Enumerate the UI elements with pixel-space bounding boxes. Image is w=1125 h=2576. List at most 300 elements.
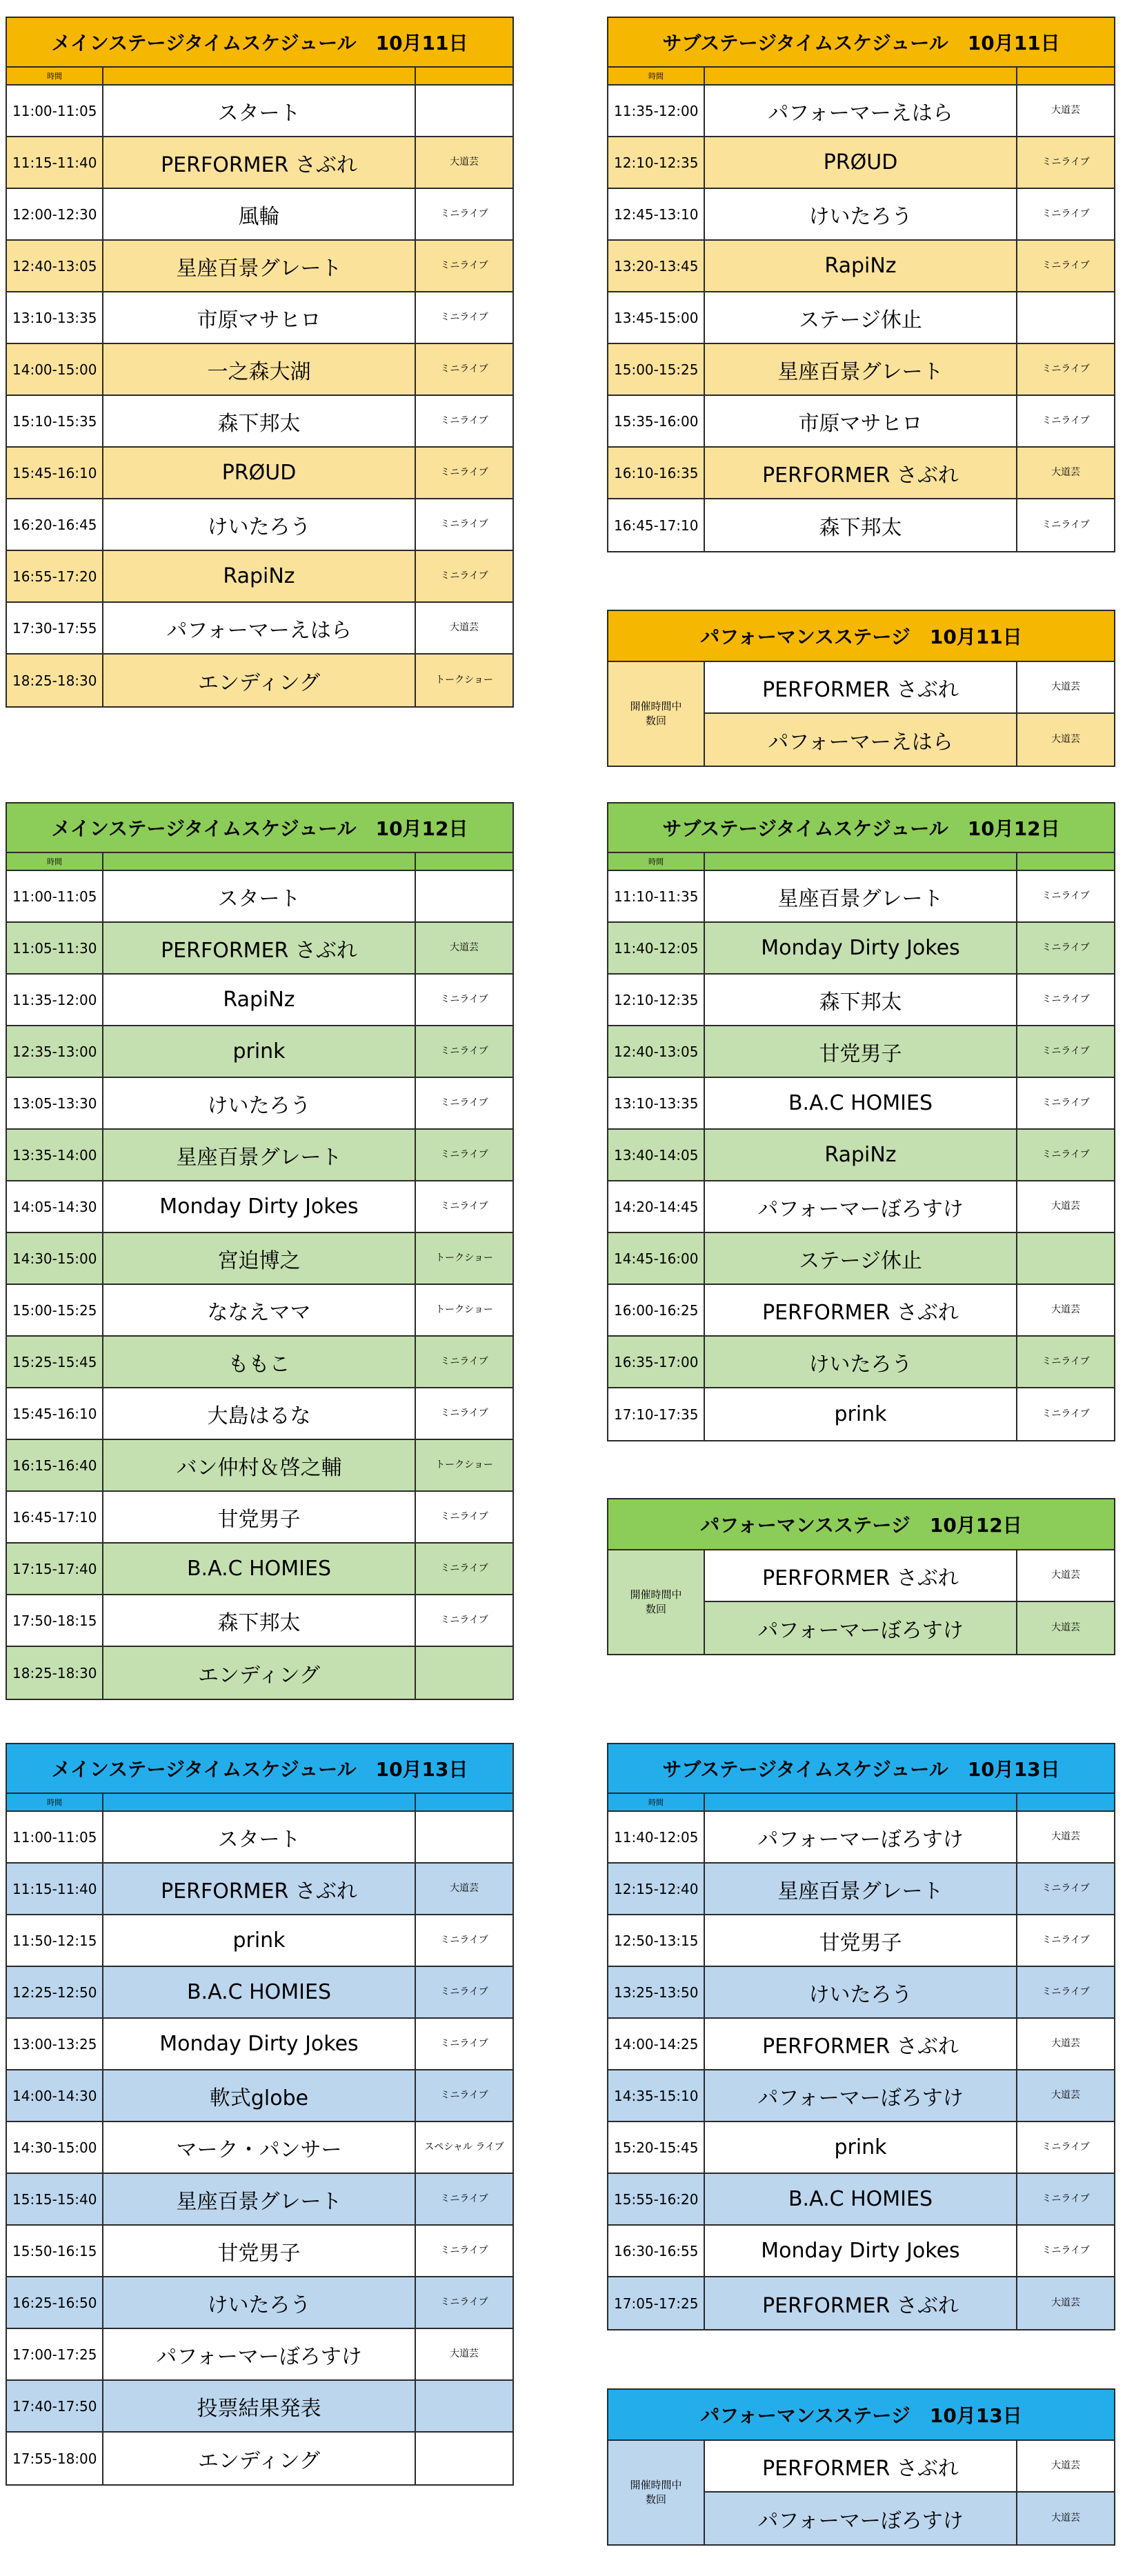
table-row	[608, 448, 1114, 499]
category-cell: ミニライブ	[1042, 415, 1090, 427]
performer-cell: PERFORMER さぶれ	[705, 448, 1017, 498]
table-row	[7, 2122, 512, 2174]
table-row	[7, 1647, 512, 1699]
table-row	[608, 2019, 1114, 2070]
performer-cell: けいたろう	[705, 1337, 1017, 1387]
category-cell: ミニライブ	[1042, 890, 1090, 902]
schedule-rows	[608, 86, 1114, 551]
table-row	[705, 1602, 1114, 1654]
category-cell	[1017, 292, 1114, 343]
table-row	[608, 189, 1114, 241]
performance-stage-day1	[607, 610, 1115, 767]
category-cell	[416, 1647, 512, 1699]
table-row	[7, 241, 512, 292]
time-cell: 16:30-16:55	[608, 2226, 705, 2276]
time-cell: 13:20-13:45	[608, 241, 705, 291]
time-cell: 12:10-12:35	[608, 137, 705, 188]
performer-cell: パフォーマーえはら	[705, 86, 1017, 136]
time-cell: 16:15-16:40	[7, 1440, 103, 1490]
time-cell: 15:00-15:25	[7, 1285, 103, 1335]
time-cell: 12:50-13:15	[608, 1915, 705, 1966]
time-cell: 15:45-16:10	[7, 448, 103, 498]
performer-cell: PERFORMER さぶれ	[103, 137, 416, 188]
performer-cell: PERFORMER さぶれ	[705, 2441, 1017, 2491]
performer-cell: 宮迫博之	[103, 1233, 416, 1284]
category-cell	[416, 86, 512, 136]
category-cell: 大道芸	[1051, 681, 1080, 693]
perf-frequency-label	[608, 1550, 705, 1654]
time-cell: 13:40-14:05	[608, 1130, 705, 1180]
performer-cell: PERFORMER さぶれ	[705, 2277, 1017, 2329]
tag-header	[416, 1794, 512, 1810]
performer-cell: 風輪	[103, 189, 416, 239]
performer-cell: 市原マサヒロ	[103, 292, 416, 343]
category-cell: 大道芸	[1051, 467, 1080, 479]
table-row	[608, 2070, 1114, 2122]
category-cell: 大道芸	[1051, 2038, 1080, 2050]
performer-cell: マーク・パンサー	[103, 2122, 416, 2173]
performer-cell: B.A.C HOMIES	[103, 1967, 416, 2017]
time-cell: 13:45-15:00	[608, 292, 705, 343]
table-row	[608, 1337, 1114, 1388]
table-title: サブステージタイムスケジュール 10月11日	[608, 18, 1114, 68]
category-cell: ミニライブ	[1042, 260, 1090, 272]
table-row	[7, 2277, 512, 2329]
table-title: メインステージタイムスケジュール 10月11日	[7, 18, 512, 68]
time-cell: 11:40-12:05	[608, 923, 705, 973]
category-cell: 大道芸	[450, 1883, 479, 1895]
category-cell	[1017, 1233, 1114, 1284]
performer-cell: PERFORMER さぶれ	[705, 1550, 1017, 1601]
sub-schedule-day2	[607, 802, 1115, 1441]
sub-schedule-day1	[607, 17, 1115, 552]
performance-stage-day3	[607, 2388, 1115, 2546]
category-cell: ミニライブ	[1042, 2141, 1090, 2153]
category-cell: トークショー	[435, 1304, 493, 1316]
time-cell: 11:40-12:05	[608, 1812, 705, 1862]
table-row	[608, 1915, 1114, 1967]
performer-cell: B.A.C HOMIES	[705, 2174, 1017, 2224]
table-row	[7, 86, 512, 137]
time-cell: 15:20-15:45	[608, 2122, 705, 2173]
performer-cell: PRØUD	[705, 137, 1017, 188]
category-cell: ミニライブ	[440, 1149, 488, 1161]
table-row	[7, 1915, 512, 1967]
perf-rows	[705, 1550, 1114, 1654]
category-cell: 大道芸	[1051, 2460, 1080, 2472]
category-cell: ミニライブ	[440, 519, 488, 530]
table-row	[7, 1181, 512, 1233]
performer-cell: 甘党男子	[103, 2226, 416, 2276]
table-row	[608, 1812, 1114, 1864]
table-row	[7, 551, 512, 603]
time-cell: 16:20-16:45	[7, 499, 103, 550]
schedule-rows	[7, 1812, 512, 2484]
main-schedule-day1	[6, 17, 514, 708]
category-cell: 大道芸	[1051, 1570, 1080, 1581]
time-cell: 16:00-16:25	[608, 1285, 705, 1335]
time-cell: 13:05-13:30	[7, 1078, 103, 1128]
performer-cell: 市原マサヒロ	[705, 396, 1017, 446]
table-row	[7, 603, 512, 655]
time-header: 時間	[608, 853, 705, 870]
category-cell: ミニライブ	[440, 570, 488, 582]
name-header	[103, 68, 416, 84]
schedule-rows	[608, 871, 1114, 1440]
performer-cell: けいたろう	[103, 2277, 416, 2328]
time-cell: 14:00-14:30	[7, 2070, 103, 2121]
table-row	[7, 189, 512, 241]
time-cell: 12:40-13:05	[608, 1026, 705, 1077]
time-cell: 15:35-16:00	[608, 396, 705, 446]
performer-cell: Monday Dirty Jokes	[103, 2019, 416, 2069]
performer-cell: パフォーマーぼろすけ	[705, 1181, 1017, 1232]
category-cell: トークショー	[435, 1252, 493, 1264]
category-cell: スペシャル ライブ	[424, 2141, 504, 2153]
time-cell: 11:00-11:05	[7, 1812, 103, 1862]
category-cell: 大道芸	[1051, 1622, 1080, 1634]
table-row	[705, 662, 1114, 714]
time-cell: 12:10-12:35	[608, 975, 705, 1025]
table-row	[608, 137, 1114, 189]
performer-cell: ももこ	[103, 1337, 416, 1387]
category-cell: ミニライブ	[1042, 2245, 1090, 2257]
table-row	[7, 1233, 512, 1285]
category-cell: ミニライブ	[440, 208, 488, 220]
performer-cell: ななえママ	[103, 1285, 416, 1335]
table-row	[7, 396, 512, 448]
category-cell: ミニライブ	[440, 2038, 488, 2050]
category-cell: ミニライブ	[1042, 1986, 1090, 1998]
performer-cell: 星座百景グレート	[103, 2174, 416, 2224]
time-cell: 12:40-13:05	[7, 241, 103, 291]
performer-cell: RapiNz	[103, 975, 416, 1025]
tag-header	[1017, 1794, 1114, 1810]
category-cell: 大道芸	[1051, 1831, 1080, 1843]
performer-cell: Monday Dirty Jokes	[705, 2226, 1017, 2276]
performer-cell: 一之森大湖	[103, 344, 416, 395]
category-cell: ミニライブ	[1042, 1356, 1090, 1368]
category-cell: ミニライブ	[1042, 519, 1090, 531]
table-row	[7, 2433, 512, 2484]
table-row	[608, 1864, 1114, 1915]
table-row	[7, 292, 512, 344]
table-row	[608, 923, 1114, 975]
table-row	[7, 1812, 512, 1864]
performance-stage-day2	[607, 1498, 1115, 1655]
table-row	[608, 2277, 1114, 2329]
category-cell: ミニライブ	[440, 1511, 488, 1523]
name-header	[705, 853, 1017, 870]
time-cell: 11:15-11:40	[7, 137, 103, 188]
performer-cell: PRØUD	[103, 448, 416, 498]
time-cell: 17:50-18:15	[7, 1595, 103, 1646]
perf-rows	[705, 662, 1114, 766]
table-row	[608, 2226, 1114, 2277]
performer-cell: パフォーマーえはら	[705, 714, 1017, 766]
time-cell: 15:50-16:15	[7, 2226, 103, 2276]
performer-cell: 軟式globe	[103, 2070, 416, 2121]
time-cell: 16:55-17:20	[7, 551, 103, 601]
time-cell: 11:10-11:35	[608, 871, 705, 921]
time-cell: 11:00-11:05	[7, 871, 103, 921]
table-header	[608, 853, 1114, 871]
performer-cell: ステージ休止	[705, 292, 1017, 343]
category-cell: 大道芸	[450, 622, 479, 634]
category-cell: 大道芸	[1051, 1304, 1080, 1316]
performer-cell: パフォーマーえはら	[103, 603, 416, 653]
tag-header	[1017, 68, 1114, 84]
table-row	[7, 2070, 512, 2122]
table-row	[7, 499, 512, 551]
time-cell: 17:30-17:55	[7, 603, 103, 653]
performer-cell: 星座百景グレート	[103, 241, 416, 291]
time-cell: 17:00-17:25	[7, 2329, 103, 2379]
performer-cell: けいたろう	[705, 189, 1017, 239]
table-row	[7, 1492, 512, 1544]
performer-cell: B.A.C HOMIES	[103, 1544, 416, 1594]
category-cell	[416, 2381, 512, 2431]
table-title: メインステージタイムスケジュール 10月12日	[7, 803, 512, 853]
time-cell: 11:15-11:40	[7, 1864, 103, 1914]
table-row	[608, 1285, 1114, 1337]
category-cell	[416, 871, 512, 921]
performer-cell: 大島はるな	[103, 1388, 416, 1439]
table-title: サブステージタイムスケジュール 10月13日	[608, 1744, 1114, 1794]
time-cell: 14:20-14:45	[608, 1181, 705, 1232]
table-row	[7, 1130, 512, 1181]
time-cell: 15:25-15:45	[7, 1337, 103, 1387]
table-row	[7, 448, 512, 499]
performer-cell: スタート	[103, 871, 416, 921]
category-cell: ミニライブ	[1042, 157, 1090, 168]
performer-cell: 森下邦太	[103, 396, 416, 446]
performer-cell: パフォーマーぼろすけ	[705, 1602, 1017, 1654]
time-cell: 17:40-17:50	[7, 2381, 103, 2431]
table-row	[608, 2122, 1114, 2174]
name-header	[103, 1794, 416, 1810]
table-title: パフォーマンスステージ 10月11日	[608, 611, 1114, 662]
table-title: サブステージタイムスケジュール 10月12日	[608, 803, 1114, 853]
table-row	[7, 975, 512, 1026]
category-cell: ミニライブ	[440, 1615, 488, 1626]
table-row	[608, 344, 1114, 396]
time-cell: 12:00-12:30	[7, 189, 103, 239]
category-cell: ミニライブ	[440, 415, 488, 427]
performer-cell: けいたろう	[103, 1078, 416, 1128]
table-row	[7, 923, 512, 975]
time-cell: 13:10-13:35	[7, 292, 103, 343]
category-cell: 大道芸	[1051, 2297, 1080, 2309]
category-cell	[416, 2433, 512, 2484]
label-line: 数回	[645, 1603, 666, 1615]
time-cell: 14:30-15:00	[7, 2122, 103, 2173]
time-cell: 16:45-17:10	[7, 1492, 103, 1542]
performer-cell: パフォーマーぼろすけ	[705, 2070, 1017, 2121]
time-header: 時間	[608, 1794, 705, 1810]
category-cell: ミニライブ	[440, 1046, 488, 1057]
table-row	[7, 1595, 512, 1647]
performer-cell: 甘党男子	[103, 1492, 416, 1542]
tag-header	[1017, 853, 1114, 870]
schedule-rows	[7, 871, 512, 1699]
category-cell: ミニライブ	[440, 2090, 488, 2101]
time-header: 時間	[7, 1794, 103, 1810]
performer-cell: prink	[705, 2122, 1017, 2173]
table-header	[7, 1794, 512, 1812]
main-schedule-day3	[6, 1743, 514, 2486]
name-header	[103, 853, 416, 870]
category-cell: 大道芸	[1051, 1201, 1080, 1212]
name-header	[705, 1794, 1017, 1810]
performer-cell: エンディング	[103, 2433, 416, 2484]
label-line: 数回	[645, 715, 666, 727]
table-row	[7, 1967, 512, 2019]
table-row	[608, 1967, 1114, 2019]
table-row	[7, 1078, 512, 1130]
table-row	[7, 871, 512, 923]
table-row	[608, 241, 1114, 292]
performer-cell: ステージ休止	[705, 1233, 1017, 1284]
performer-cell: PERFORMER さぶれ	[103, 1864, 416, 1914]
category-cell: 大道芸	[1017, 714, 1114, 766]
category-cell: 大道芸	[450, 942, 479, 954]
time-cell: 13:25-13:50	[608, 1967, 705, 2017]
performer-cell: 投票結果発表	[103, 2381, 416, 2431]
performer-cell: 星座百景グレート	[705, 344, 1017, 395]
time-cell: 15:10-15:35	[7, 396, 103, 446]
table-title: メインステージタイムスケジュール 10月13日	[7, 1744, 512, 1794]
time-cell: 13:00-13:25	[7, 2019, 103, 2069]
performer-cell: prink	[103, 1915, 416, 1966]
table-row	[7, 344, 512, 396]
table-row	[705, 2441, 1114, 2493]
table-row	[705, 1550, 1114, 1602]
time-cell: 11:35-12:00	[7, 975, 103, 1025]
performer-cell: パフォーマーぼろすけ	[705, 1812, 1017, 1862]
perf-frequency-label	[608, 662, 705, 766]
category-cell: ミニライブ	[440, 1935, 488, 1946]
performer-cell: パフォーマーぼろすけ	[705, 2493, 1017, 2544]
table-header	[7, 68, 512, 86]
performer-cell: パフォーマーぼろすけ	[103, 2329, 416, 2379]
time-cell: 14:45-16:00	[608, 1233, 705, 1284]
time-cell: 13:35-14:00	[7, 1130, 103, 1180]
performer-cell: RapiNz	[705, 1130, 1017, 1180]
performer-cell: PERFORMER さぶれ	[103, 923, 416, 973]
category-cell: ミニライブ	[1042, 363, 1090, 375]
table-header	[7, 853, 512, 871]
table-row	[608, 1078, 1114, 1130]
performer-cell: B.A.C HOMIES	[705, 1078, 1017, 1128]
performer-cell: 星座百景グレート	[705, 1864, 1017, 1914]
performer-cell: PERFORMER さぶれ	[705, 2019, 1017, 2069]
category-cell: 大道芸	[1051, 105, 1080, 117]
category-cell: ミニライブ	[1042, 2193, 1090, 2205]
time-cell: 16:10-16:35	[608, 448, 705, 498]
performer-cell: Monday Dirty Jokes	[705, 923, 1017, 973]
table-row	[705, 2493, 1114, 2544]
label-line: 数回	[645, 2493, 666, 2506]
category-cell: 大道芸	[1051, 2090, 1080, 2101]
table-row	[608, 2174, 1114, 2226]
performer-cell: 星座百景グレート	[103, 1130, 416, 1180]
category-cell: 大道芸	[1051, 2513, 1080, 2524]
performer-cell: バン仲村＆啓之輔	[103, 1440, 416, 1490]
category-cell: ミニライブ	[1042, 1046, 1090, 1057]
time-cell: 11:05-11:30	[7, 923, 103, 973]
category-cell: ミニライブ	[1042, 994, 1090, 1006]
time-cell: 17:55-18:00	[7, 2433, 103, 2484]
table-row	[608, 1388, 1114, 1440]
performer-cell: prink	[705, 1388, 1017, 1440]
table-row	[7, 2174, 512, 2226]
table-header	[608, 68, 1114, 86]
label-line: 開催時間中	[630, 700, 682, 712]
schedule-rows	[608, 1812, 1114, 2329]
time-cell: 18:25-18:30	[7, 1647, 103, 1699]
performer-cell: けいたろう	[705, 1967, 1017, 2017]
schedule-rows	[7, 86, 512, 706]
category-cell: ミニライブ	[440, 1986, 488, 1998]
performer-cell: RapiNz	[705, 241, 1017, 291]
time-cell: 14:35-15:10	[608, 2070, 705, 2121]
time-cell: 17:05-17:25	[608, 2277, 705, 2329]
table-row	[608, 1130, 1114, 1181]
performer-cell: Monday Dirty Jokes	[103, 1181, 416, 1232]
performer-cell: 森下邦太	[705, 499, 1017, 551]
category-cell: ミニライブ	[440, 2245, 488, 2257]
performer-cell: RapiNz	[103, 551, 416, 601]
time-cell: 15:55-16:20	[608, 2174, 705, 2224]
time-header: 時間	[608, 68, 705, 84]
performer-cell: PERFORMER さぶれ	[705, 662, 1017, 712]
table-row	[608, 975, 1114, 1026]
category-cell: ミニライブ	[1042, 942, 1090, 954]
table-row	[7, 1440, 512, 1492]
table-row	[705, 714, 1114, 766]
time-cell: 15:45-16:10	[7, 1388, 103, 1439]
time-header: 時間	[7, 68, 103, 84]
category-cell: ミニライブ	[440, 1356, 488, 1368]
time-cell: 14:00-14:25	[608, 2019, 705, 2069]
table-header	[608, 1794, 1114, 1812]
category-cell: ミニライブ	[440, 1408, 488, 1419]
table-row	[608, 871, 1114, 923]
time-cell: 12:25-12:50	[7, 1967, 103, 2017]
time-cell: 12:35-13:00	[7, 1026, 103, 1077]
time-cell: 11:00-11:05	[7, 86, 103, 136]
category-cell: ミニライブ	[1042, 1883, 1090, 1895]
table-row	[7, 1285, 512, 1337]
category-cell: ミニライブ	[440, 994, 488, 1006]
category-cell	[416, 1812, 512, 1862]
table-row	[7, 2019, 512, 2070]
table-row	[608, 499, 1114, 551]
table-row	[7, 2381, 512, 2433]
table-row	[608, 1181, 1114, 1233]
perf-frequency-label	[608, 2441, 705, 2544]
category-cell: ミニライブ	[440, 1201, 488, 1212]
label-line: 開催時間中	[630, 2479, 682, 2491]
category-cell: ミニライブ	[1042, 1935, 1090, 1946]
category-cell: トークショー	[435, 675, 493, 686]
perf-rows	[705, 2441, 1114, 2544]
table-row	[608, 1026, 1114, 1078]
time-cell: 16:35-17:00	[608, 1337, 705, 1387]
performer-cell: スタート	[103, 86, 416, 136]
time-cell: 15:15-15:40	[7, 2174, 103, 2224]
